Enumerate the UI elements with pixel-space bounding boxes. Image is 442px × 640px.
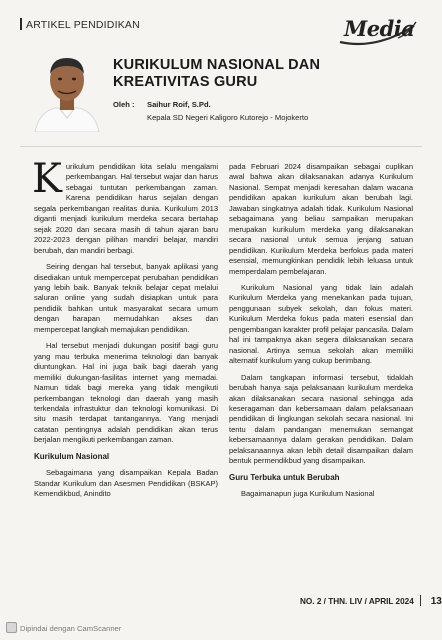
author-name: Saihur Roif, S.Pd. [147,100,211,109]
camscanner-icon [6,622,17,633]
media-logo [336,16,418,46]
drop-cap: K [32,156,62,202]
title-line-2: KREATIVITAS GURU [113,74,258,90]
paragraph: Hal tersebut menjadi dukungan positif bagi guru yang mau terbuka menerima teknologi dan banyak diuntungkan. Hal ini juga baik bagi daerah yang memiliki dukungan-fasilitas internet yang memadai. Namun tidak bagi mereka yang tidak mengikuti perkembangan teknologi dan daerah yang masih terkendala infrastuktur dan teknologi komunikasi. Di situ masih terdapat tantangannya. Yang menjadi catatan pentingnya adalah pendidikan akan terus berjalan mengikuti perkembangan zaman. [34,341,218,445]
paragraph: Kurikulum pendidikan kita selalu mengalami perkembangan. Hal tersebut wajar dan harus sebagai tuntutan perkembangan zaman. Karena pendidikan harus sejalan dengan segala perkembangan realitas dunia. Kurikulum 2013 diganti menjadi kurikulum merdeka secara bertahap sejak 2020 dan secara masih di tahun ajaran baru 2022-2023 dengan pilihan mandiri belajar, mandiri berubah, dan mandiri berbagi. [32,156,218,255]
paragraph: Kurikulum Nasional yang tidak lain adalah Kurikulum Merdeka yang menekankan pada tujuan, penggunaan subyek sekolah, dan fokus materi. Kurikulum Merdeka fokus pada materi esensial dan pengembangan karakter profil pelajar pancasila. Dalam hal ini tampaknya akan segera dilaksanakan secara nasional. Artinya semua sekolah akan memiliki alternatif kurikulum yang cukup berimbang. [229,282,413,366]
byline-label: Oleh : [113,100,135,109]
section-title: ARTIKEL PENDIDIKAN [26,19,140,31]
scanner-text: Dipindai dengan CamScanner [20,624,122,633]
header-divider [20,146,422,147]
section-label [20,18,140,31]
subheading: Kurikulum Nasional [34,451,110,461]
author-photo [33,48,101,132]
scanner-watermark [6,622,121,633]
section-bar [20,18,22,30]
paragraph: Sebagaimana yang disampaikan Kepala Badan Standar Kurikulum dan Asesmen Pendidikan (BSKAP) Kemendikbud, Anindito [34,468,218,499]
title-line-1: KURIKULUM NASIONAL DAN [113,57,321,73]
paragraph: pada Februari 2024 disampaikan sebagai cuplikan awal bahwa akan dilaksanakan adanya Kurikulum Nasional. Sempat menjadi keresahan dalam wacana pendidikan apakan kurikulum akan berubah lagi. Jawaban singkatnya adalah tidak. Kurikulum Nasional sebagaimana yang beliau sampaikan merupakan merupakan kurikulum merdeka yang dilaksanakan secara nasional untuk semua jenjang satuan pendidikan. Kurikulum Merdeka berfokus pada materi esensial, memungkinkan pendidik lebih leluasa untuk memperdalam pembelajaran. [229,162,413,276]
right-column [229,162,413,506]
paragraph: Dalam tangkapan informasi tersebut, tidaklah berubah hanya saja pelaksanaan kurikulum merdeka akan dilaksanakan secara nasional sehingga ada keseragaman dan kebersamaan dalam pelaksanaan pendidikan di lingkungan sekolah secara nasional. Ini tentu dalam pandangan menemukan semangat kebersamaannya dalam gerakan pendidikan. Dalam pelaksanaannya akan lebih detail disampaikan dalam bentuk permendikbud yang disampaikan. [229,372,413,466]
left-column [32,156,218,506]
brand-word: Media [344,16,415,41]
article-title [113,57,413,91]
subheading: Guru Terbuka untuk Berubah [229,472,340,482]
byline [113,100,308,122]
issue-info: NO. 2 / THN. LIV / APRIL 2024 [300,597,414,606]
page-footer [300,595,442,607]
footer-separator [420,595,421,606]
page-number: 13 [430,596,442,607]
paragraph: Seiring dengan hal tersebut, banyak aplikasi yang disediakan untuk mempercepat perubahan pendidikan yang lebih baik. Banyak teknik belajar cepat melalui saluran online yang sudah disiapkan untuk para pendidik bahkan untuk masyarakat secara umum dengan harapan memudahkan akses dan mempercepat langkah memajukan pendidikan. [34,262,218,334]
paragraph: Bagaimanapun juga Kurikulum Nasional [241,489,375,499]
author-role: Kepala SD Negeri Kaligoro Kutorejo - Mojokerto [147,113,309,122]
